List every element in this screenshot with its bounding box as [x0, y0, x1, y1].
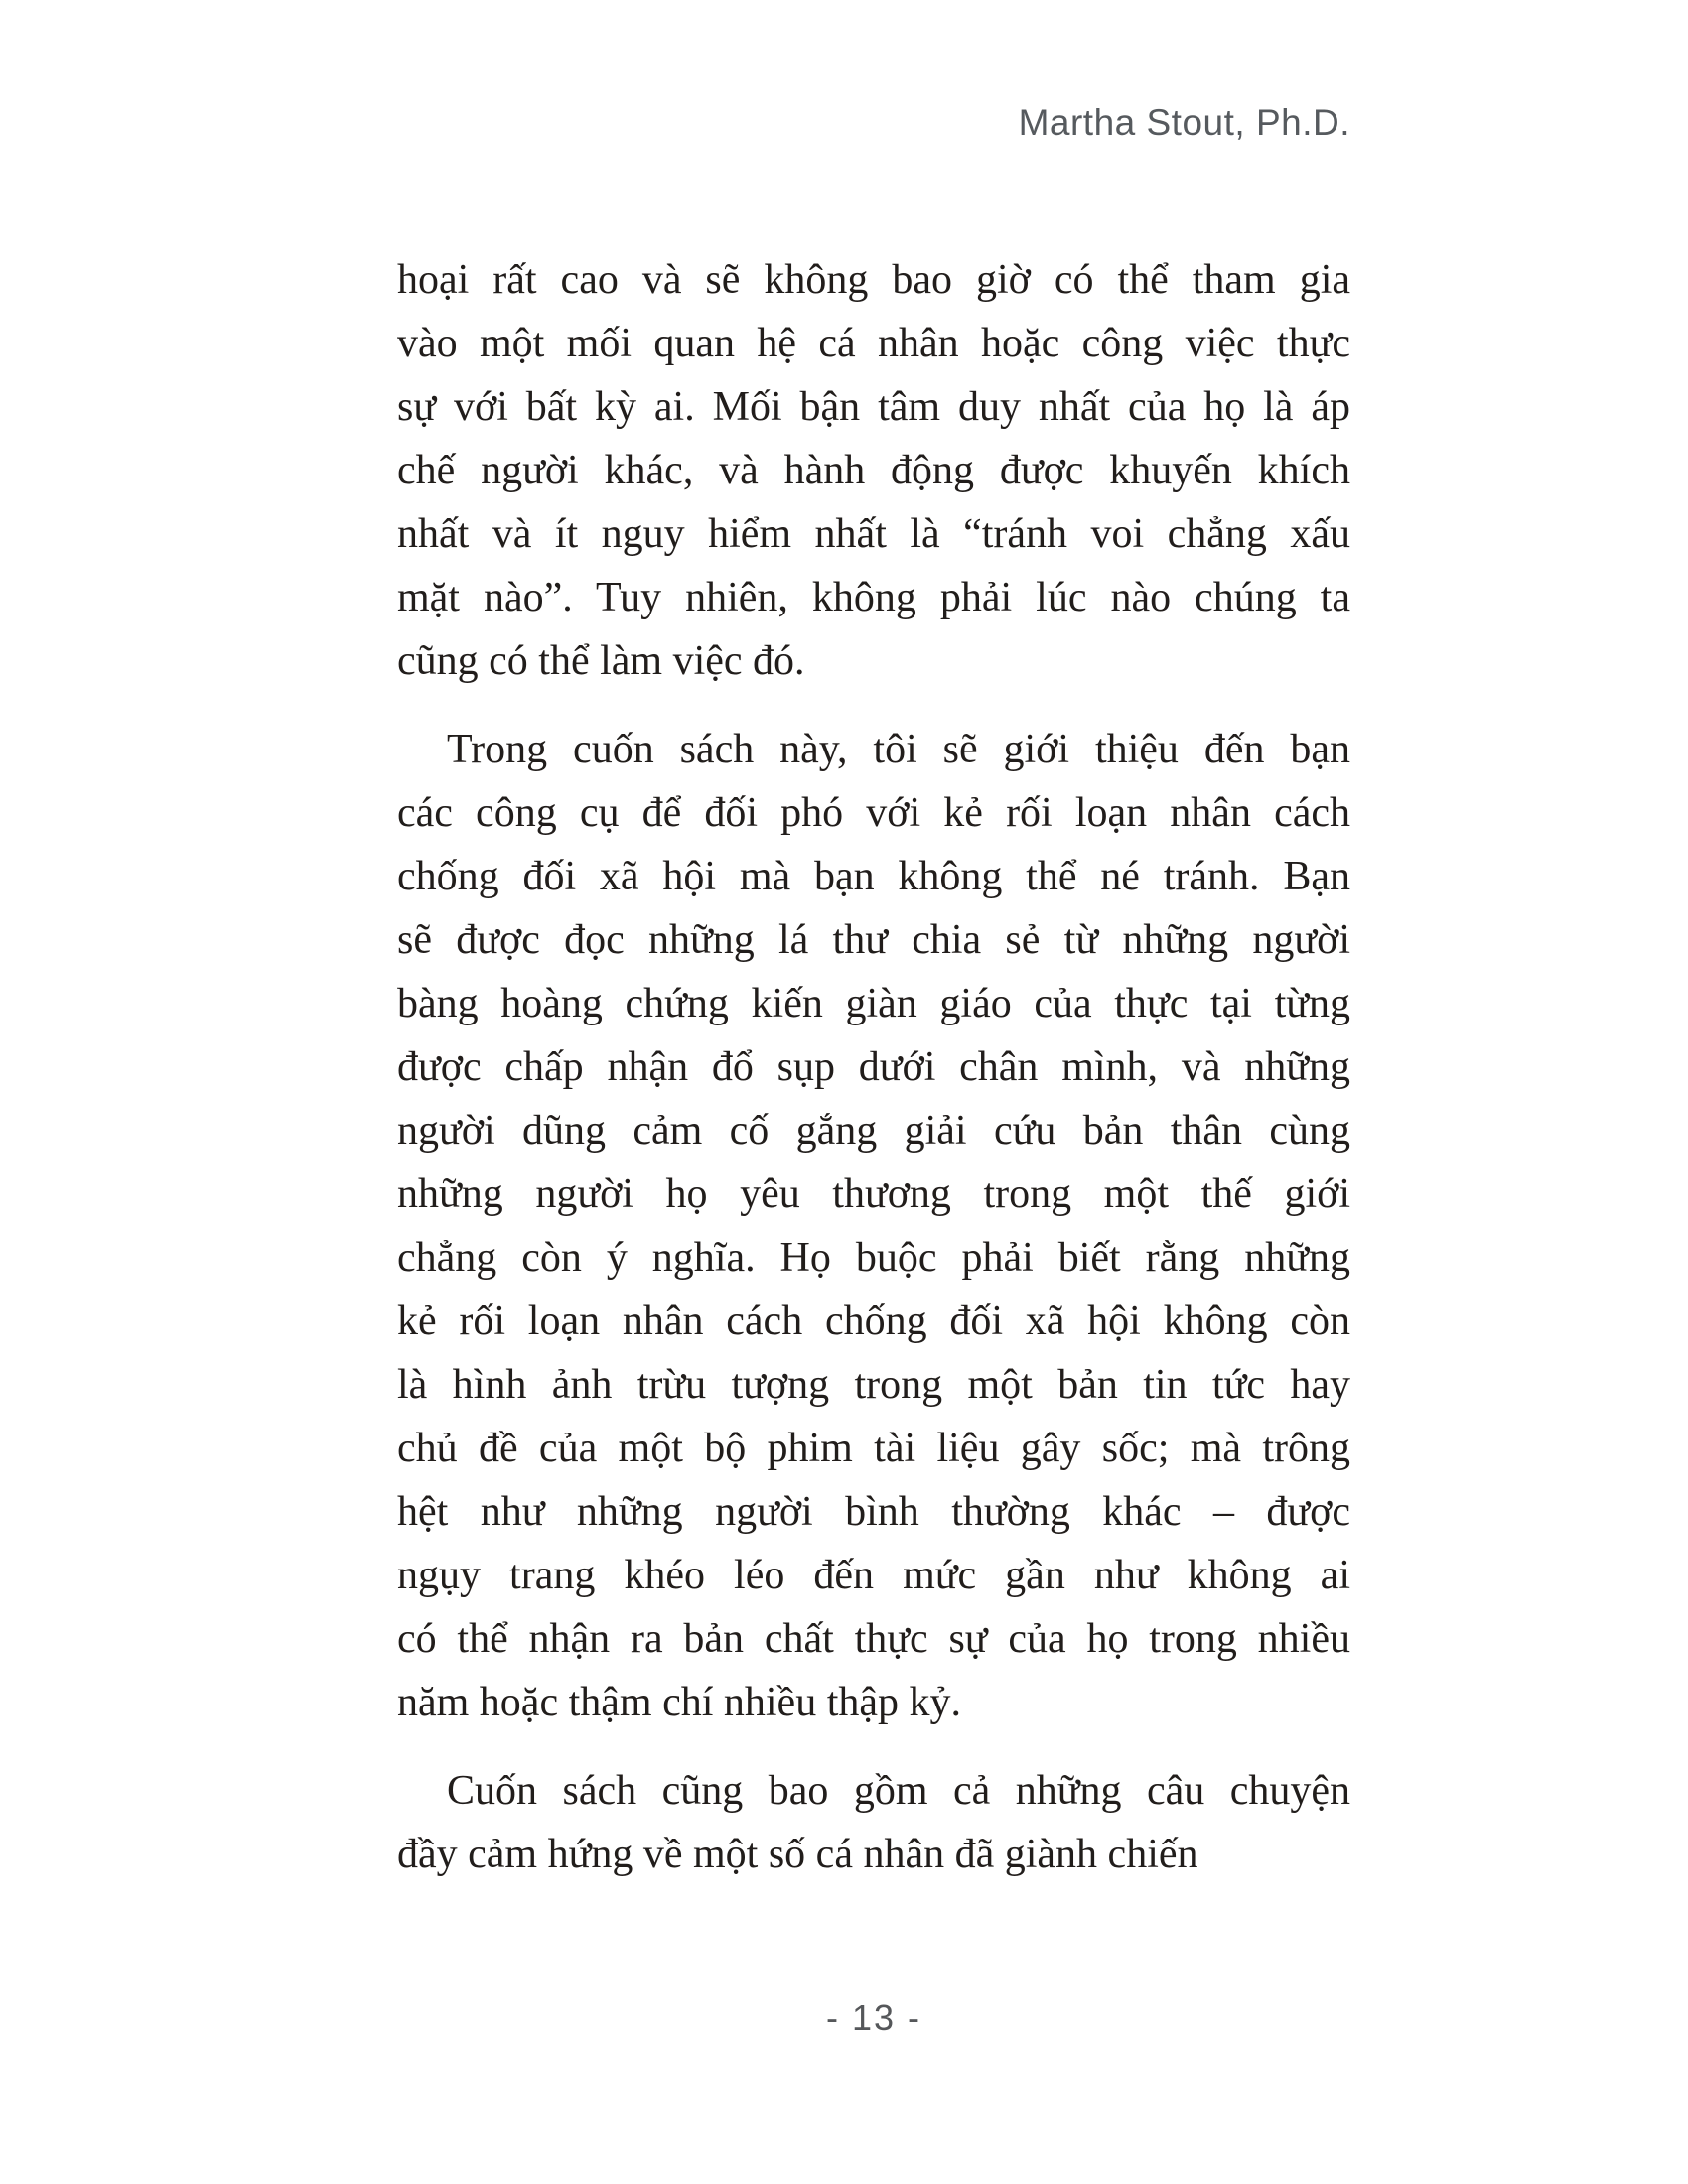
- text-line: cũng có thể làm việc đó.: [397, 638, 805, 684]
- text-line: sự với bất kỳ ai. Mối bận tâm duy nhất của họ là áp: [397, 384, 1350, 430]
- text-line: Trong cuốn sách này, tôi sẽ giới thiệu đến bạn: [447, 727, 1350, 772]
- page-number: - 13 -: [825, 1997, 922, 2038]
- text-line: đầy cảm hứng về một số cá nhân đã giành chiến: [397, 1832, 1198, 1877]
- paragraph: [397, 718, 1350, 1734]
- text-line: ngụy trang khéo léo đến mức gần như không ai: [397, 1553, 1350, 1598]
- text-line: mặt nào”. Tuy nhiên, không phải lúc nào chúng ta: [397, 575, 1350, 620]
- paragraph: [397, 248, 1350, 693]
- text-line: kẻ rối loạn nhân cách chống đối xã hội không còn: [397, 1298, 1350, 1344]
- text-line: chế người khác, và hành động được khuyến khích: [397, 448, 1350, 493]
- running-header-author: Martha Stout, Ph.D.: [1018, 102, 1350, 143]
- text-line: nhất và ít nguy hiểm nhất là “tránh voi chẳng xấu: [397, 511, 1350, 557]
- text-line: người dũng cảm cố gắng giải cứu bản thân cùng: [397, 1108, 1350, 1154]
- text-line: chủ đề của một bộ phim tài liệu gây sốc; mà trông: [397, 1426, 1350, 1471]
- text-line: các công cụ để đối phó với kẻ rối loạn nhân cách: [397, 790, 1350, 836]
- text-line: hệt như những người bình thường khác – được: [397, 1489, 1350, 1535]
- text-line: sẽ được đọc những lá thư chia sẻ từ những người: [397, 917, 1350, 963]
- text-line: hoại rất cao và sẽ không bao giờ có thể tham gia: [397, 257, 1350, 303]
- text-line: những người họ yêu thương trong một thế giới: [397, 1171, 1350, 1217]
- paragraph: [397, 1759, 1350, 1886]
- text-line: năm hoặc thậm chí nhiều thập kỷ.: [397, 1680, 962, 1725]
- text-line: bàng hoàng chứng kiến giàn giáo của thực tại từng: [397, 981, 1350, 1026]
- text-line: chẳng còn ý nghĩa. Họ buộc phải biết rằng những: [397, 1235, 1350, 1281]
- text-line: là hình ảnh trừu tượng trong một bản tin tức hay: [397, 1362, 1350, 1408]
- body-text: [397, 248, 1350, 1886]
- text-line: có thể nhận ra bản chất thực sự của họ trong nhiều: [397, 1616, 1350, 1662]
- text-line: được chấp nhận đổ sụp dưới chân mình, và những: [397, 1044, 1350, 1090]
- text-line: vào một mối quan hệ cá nhân hoặc công việc thực: [397, 321, 1350, 366]
- text-line: Cuốn sách cũng bao gồm cả những câu chuyện: [447, 1768, 1350, 1814]
- text-line: chống đối xã hội mà bạn không thể né tránh. Bạn: [397, 854, 1350, 899]
